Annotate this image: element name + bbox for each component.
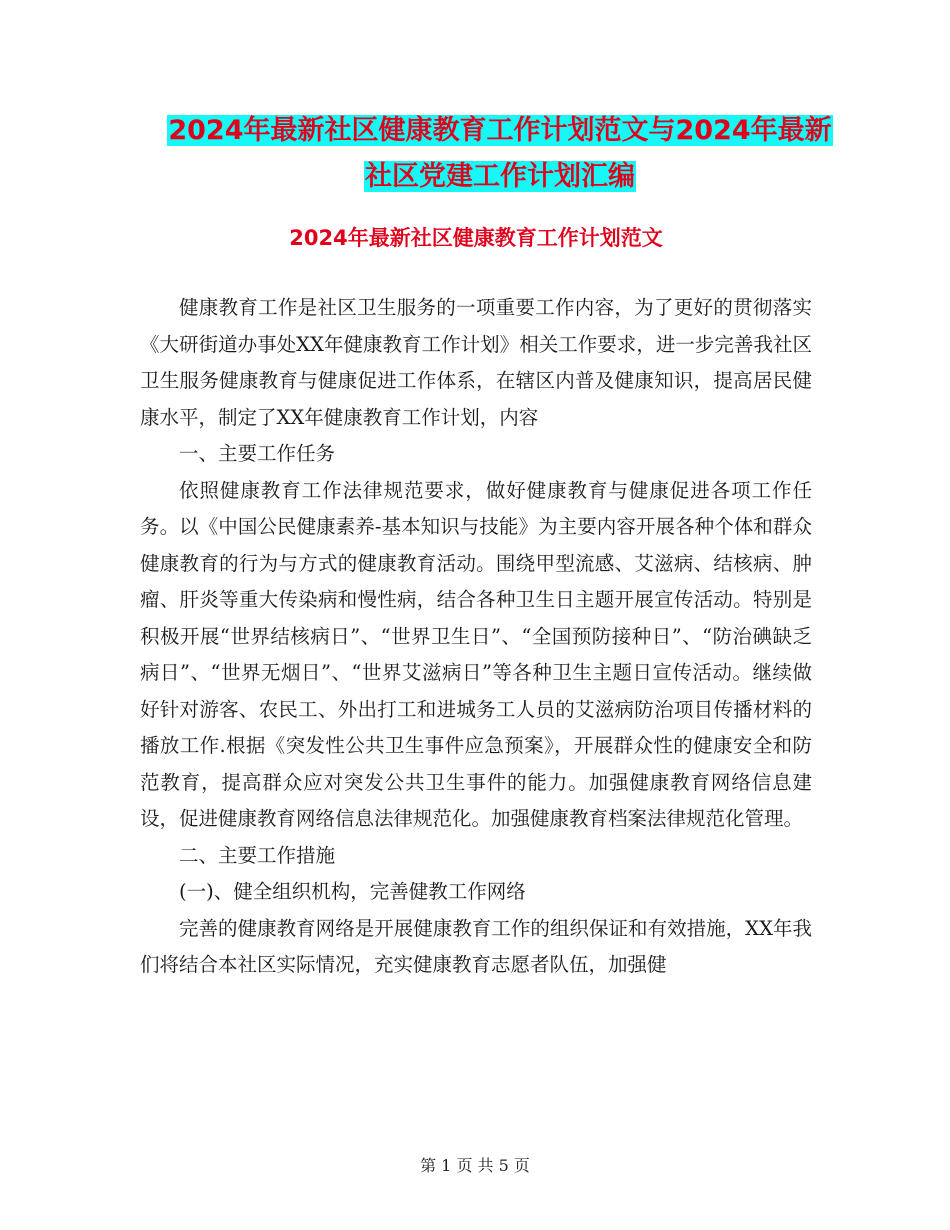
section-title: 2024年最新社区健康教育工作计划范文 <box>289 226 663 250</box>
title-line-2: 社区党建工作计划汇编 <box>365 161 635 192</box>
document-body <box>140 290 812 984</box>
document-title <box>130 108 870 200</box>
heading-main-tasks: 一、主要工作任务 <box>179 442 336 465</box>
title-line-1: 2024年最新社区健康教育工作计划范文与2024年最新 <box>168 115 832 146</box>
paragraph-network: 完善的健康教育网络是开展健康教育工作的组织保证和有效措施，XX年我们将结合本社区实际情况，充实健康教育志愿者队伍，加强健 <box>140 916 812 976</box>
subheading-organization: (一)、健全组织机构，完善健教工作网络 <box>179 880 526 903</box>
paragraph-intro: 健康教育工作是社区卫生服务的一项重要工作内容，为了更好的贯彻落实《大研街道办事处XX年健康教育工作计划》相关工作要求，进一步完善我社区卫生服务健康教育与健康促进工作体系，在辖区内普及健康知识，提高居民健康水平，制定了XX年健康教育工作计划，内容 <box>140 296 812 429</box>
paragraph-tasks: 依照健康教育工作法律规范要求，做好健康教育与健康促进各项工作任务。以《中国公民健康素养-基本知识与技能》为主要内容开展各种个体和群众健康教育的行为与方式的健康教育活动。围绕甲型流感、艾滋病、结核病、肿瘤、肝炎等重大传染病和慢性病，结合各种卫生日主题开展宣传活动。特别是积极开展“世界结核病日”、“世界卫生日”、“全国预防接种日”、“防治碘缺乏病日”、“世界无烟日”、“世界艾滋病日”等各种卫生主题日宣传活动。继续做好针对游客、农民工、外出打工和进城务工人员的艾滋病防治项目传播材料的播放工作.根据《突发性公共卫生事件应急预案》，开展群众性的健康安全和防范教育，提高群众应对突发公共卫生事件的能力。加强健康教育网络信息建设，促进健康教育网络信息法律规范化。加强健康教育档案法律规范化管理。 <box>140 478 812 830</box>
heading-main-measures: 二、主要工作措施 <box>179 843 336 867</box>
page-footer: 第 1 页 共 5 页 <box>420 1156 530 1175</box>
